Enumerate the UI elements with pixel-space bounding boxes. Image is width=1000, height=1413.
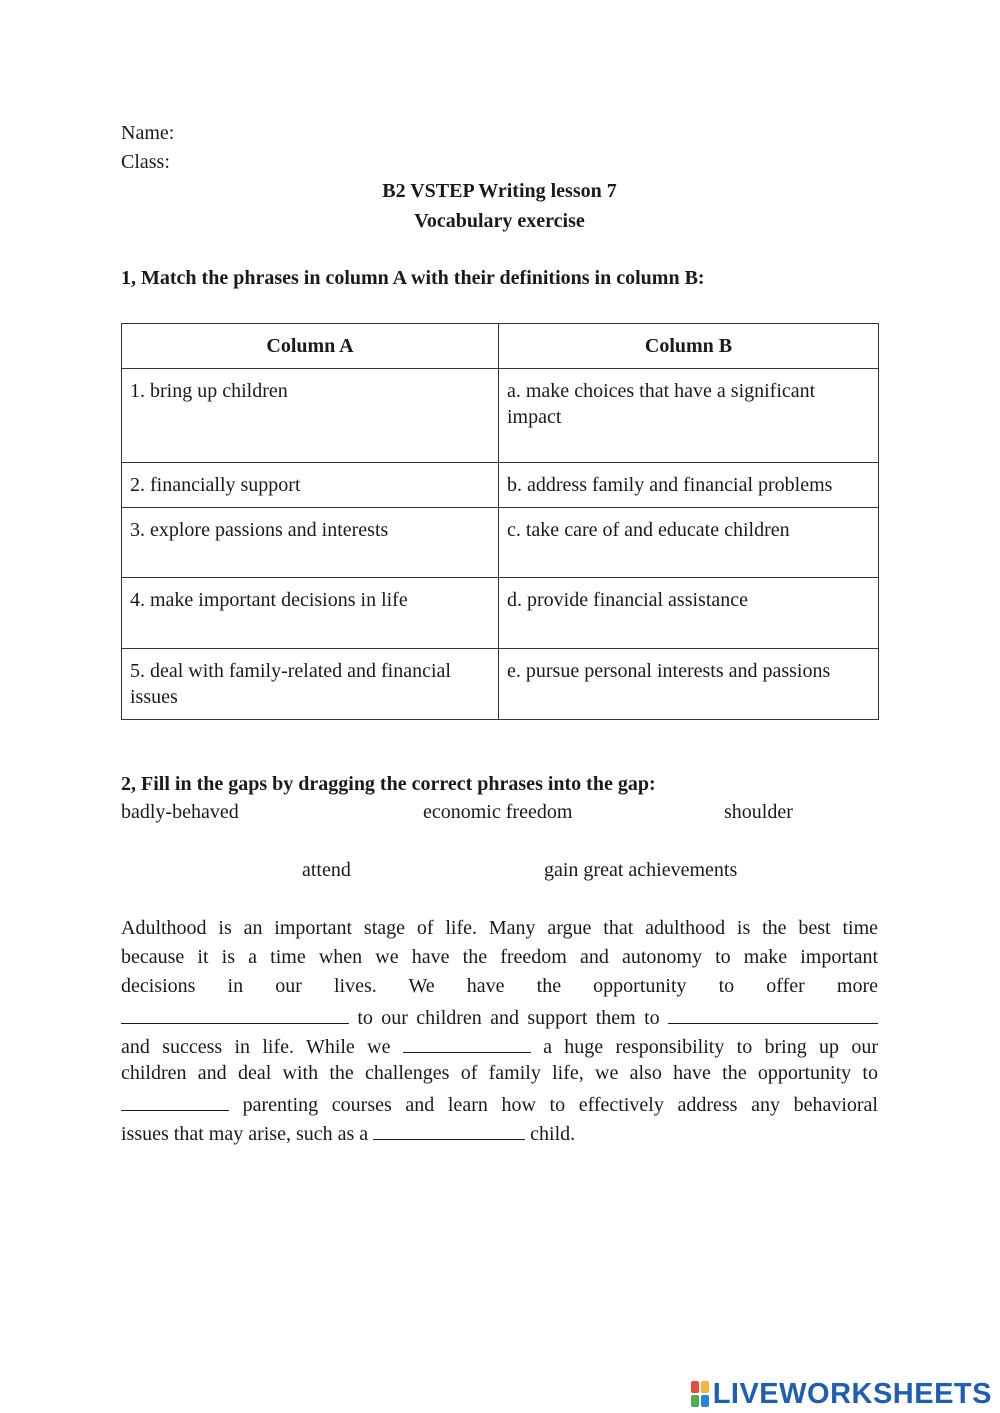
column-a-cell[interactable]: 1. bring up children [122, 369, 499, 463]
logo-mark-icon [691, 1381, 709, 1407]
gap-3[interactable] [403, 1030, 531, 1053]
paragraph-text: a huge responsibility to bring up our [543, 1036, 879, 1058]
paragraph-text: issues that may arise, such as a [121, 1123, 369, 1145]
exercise1-instruction: 1, Match the phrases in column A with their definitions in column B: [121, 267, 705, 289]
name-label: Name: [121, 122, 175, 144]
paragraph-line [121, 1088, 878, 1117]
column-b-cell[interactable]: e. pursue personal interests and passions [499, 649, 879, 720]
paragraph-line: decisions in our lives. We have the opportunity to offer more [121, 975, 878, 997]
paragraph-line: Adulthood is an important stage of life. Many argue that adulthood is the best time [121, 917, 878, 939]
word-bank-item[interactable]: shoulder [724, 801, 793, 823]
page-subtitle: Vocabulary exercise [414, 210, 585, 232]
word-bank-item[interactable]: badly-behaved [121, 801, 239, 823]
column-a-cell[interactable]: 5. deal with family-related and financial issues [122, 649, 499, 720]
brand-name: LIVEWORKSHEETS [712, 1377, 992, 1410]
gap-5[interactable] [373, 1117, 525, 1140]
gap-fill-paragraph [121, 914, 878, 1146]
matching-table [121, 323, 879, 720]
paragraph-text: and success in life. While we [121, 1036, 391, 1058]
table-row [122, 463, 879, 508]
column-a-cell[interactable]: 3. explore passions and interests [122, 508, 499, 578]
word-bank-item[interactable]: gain great achievements [544, 859, 738, 881]
column-b-cell[interactable]: a. make choices that have a significant impact [499, 369, 879, 463]
column-b-cell[interactable]: d. provide financial assistance [499, 578, 879, 649]
paragraph-line: children and deal with the challenges of family life, we also have the opportunity to [121, 1062, 878, 1084]
column-b-cell[interactable]: c. take care of and educate children [499, 508, 879, 578]
column-a-cell[interactable]: 2. financially support [122, 463, 499, 508]
table-row [122, 649, 879, 720]
exercise2-instruction: 2, Fill in the gaps by dragging the correct phrases into the gap: [121, 773, 656, 795]
paragraph-line [121, 1030, 878, 1059]
column-a-header: Column A [122, 324, 499, 369]
word-bank-item[interactable]: economic freedom [423, 801, 573, 823]
paragraph-line: because it is a time when we have the freedom and autonomy to make important [121, 946, 878, 968]
paragraph-text: to our children and support them to [357, 1007, 660, 1029]
gap-1[interactable] [121, 1001, 349, 1024]
column-b-header: Column B [499, 324, 879, 369]
paragraph-text: child. [530, 1123, 576, 1145]
class-label: Class: [121, 151, 170, 173]
column-a-cell[interactable]: 4. make important decisions in life [122, 578, 499, 649]
table-row [122, 369, 879, 463]
table-row [122, 578, 879, 649]
column-b-cell[interactable]: b. address family and financial problems [499, 463, 879, 508]
paragraph-line [121, 1001, 878, 1030]
page-title: B2 VSTEP Writing lesson 7 [382, 180, 617, 202]
gap-2[interactable] [668, 1001, 878, 1024]
gap-4[interactable] [121, 1088, 229, 1111]
liveworksheets-logo [691, 1378, 992, 1410]
table-header-row [122, 324, 879, 369]
word-bank-item[interactable]: attend [302, 859, 351, 881]
paragraph-text: parenting courses and learn how to effectively address any behavioral [242, 1094, 878, 1116]
paragraph-line [121, 1117, 878, 1146]
table-row [122, 508, 879, 578]
